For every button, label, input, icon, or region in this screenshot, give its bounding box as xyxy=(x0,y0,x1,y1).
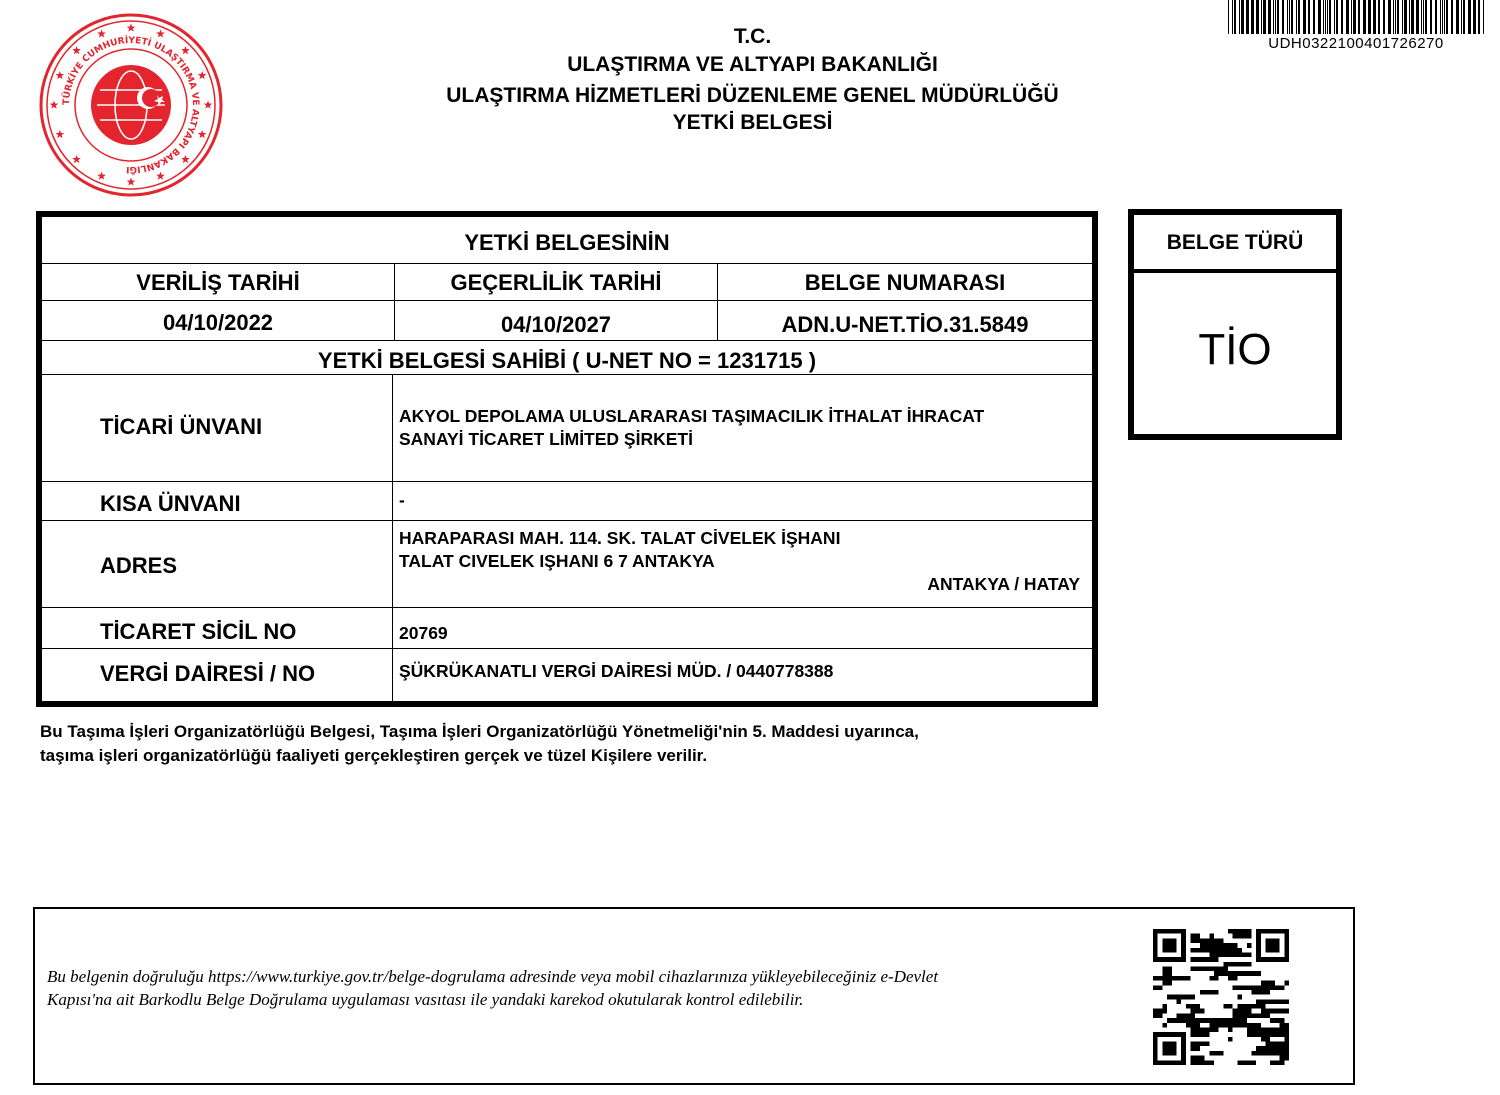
header-ministry: ULAŞTIRMA VE ALTYAPI BAKANLIĞI xyxy=(567,53,938,76)
document-type-value: TİO xyxy=(1198,325,1272,374)
section-title: YETKİ BELGESİNİN xyxy=(464,230,670,255)
short-name-value: - xyxy=(399,490,405,510)
verification-box xyxy=(33,907,1355,1085)
address-city: ANTAKYA / HATAY xyxy=(927,574,1080,594)
document-type-label: BELGE TÜRÜ xyxy=(1166,231,1304,254)
legal-note-line2: taşıma işleri organizatörlüğü faaliyeti gerçekleştiren gerçek ve tüzel Kişilere verilir. xyxy=(40,746,708,765)
verification-text xyxy=(47,965,1107,1011)
document-type-box xyxy=(1128,209,1342,440)
trade-name-label: TİCARİ ÜNVANI xyxy=(100,414,263,439)
trade-name-line2: SANAYİ TİCARET LİMİTED ŞİRKETİ xyxy=(399,429,693,449)
header-document-title: YETKİ BELGESİ xyxy=(672,111,833,134)
authorization-table xyxy=(36,211,1098,707)
issue-date-header: VERİLİŞ TARİHİ xyxy=(136,270,300,295)
legal-note xyxy=(40,720,1100,768)
ministry-seal xyxy=(38,12,224,198)
header-directorate: ULAŞTIRMA HİZMETLERİ DÜZENLEME GENEL MÜDÜRLÜĞÜ xyxy=(446,84,1059,107)
qr-code xyxy=(1153,929,1289,1065)
validity-date-header: GEÇERLİLİK TARİHİ xyxy=(450,270,662,295)
short-name-label: KISA ÜNVANI xyxy=(100,491,241,516)
header-tc: T.C. xyxy=(733,25,772,48)
trade-name-line1: AKYOL DEPOLAMA ULUSLARARASI TAŞIMACILIK İTHALAT İHRACAT xyxy=(399,406,985,426)
document-number-value: ADN.U-NET.TİO.31.5849 xyxy=(781,312,1029,337)
legal-note-line1: Bu Taşıma İşleri Organizatörlüğü Belgesi, Taşıma İşleri Organizatörlüğü Yönetmeliği'nin 5. Maddesi uyarınca, xyxy=(40,722,919,741)
tax-office-value: ŞÜKRÜKANATLI VERGİ DAİRESİ MÜD. / 0440778388 xyxy=(399,661,834,681)
address-label: ADRES xyxy=(100,553,178,578)
trade-registry-label: TİCARET SİCİL NO xyxy=(100,619,297,644)
address-line2: TALAT CIVELEK IŞHANI 6 7 ANTAKYA xyxy=(399,551,715,571)
verification-line2: Kapısı'na ait Barkodlu Belge Doğrulama uygulaması vasıtası ile yandaki karekod okutularak kontrol edilebilir. xyxy=(47,990,804,1009)
barcode xyxy=(1228,0,1484,34)
svg-text:TÜRKİYE CUMHURİYETİ ULAŞTIRMA: TÜRKİYE CUMHURİYETİ ULAŞTIRMA VE ALTYAPI BAKANLIĞI xyxy=(61,35,201,175)
validity-date-value: 04/10/2027 xyxy=(500,312,612,337)
address-line1: HARAPARASI MAH. 114. SK. TALAT CİVELEK İŞHANI xyxy=(399,528,841,548)
trade-registry-value: 20769 xyxy=(399,623,448,643)
owner-title: YETKİ BELGESİ SAHİBİ ( U-NET NO = 1231715 ) xyxy=(317,348,817,373)
document-number-header: BELGE NUMARASI xyxy=(804,270,1006,295)
tax-office-label: VERGİ DAİRESİ / NO xyxy=(100,661,316,686)
verification-line1: Bu belgenin doğruluğu https://www.turkiye.gov.tr/belge-dogrulama adresinde veya mobil cihazlarınıza yükleyebileceğiniz e-Devlet xyxy=(47,967,939,986)
barcode-number: UDH0322100401726270 xyxy=(1268,35,1444,52)
issue-date-value: 04/10/2022 xyxy=(162,310,274,335)
